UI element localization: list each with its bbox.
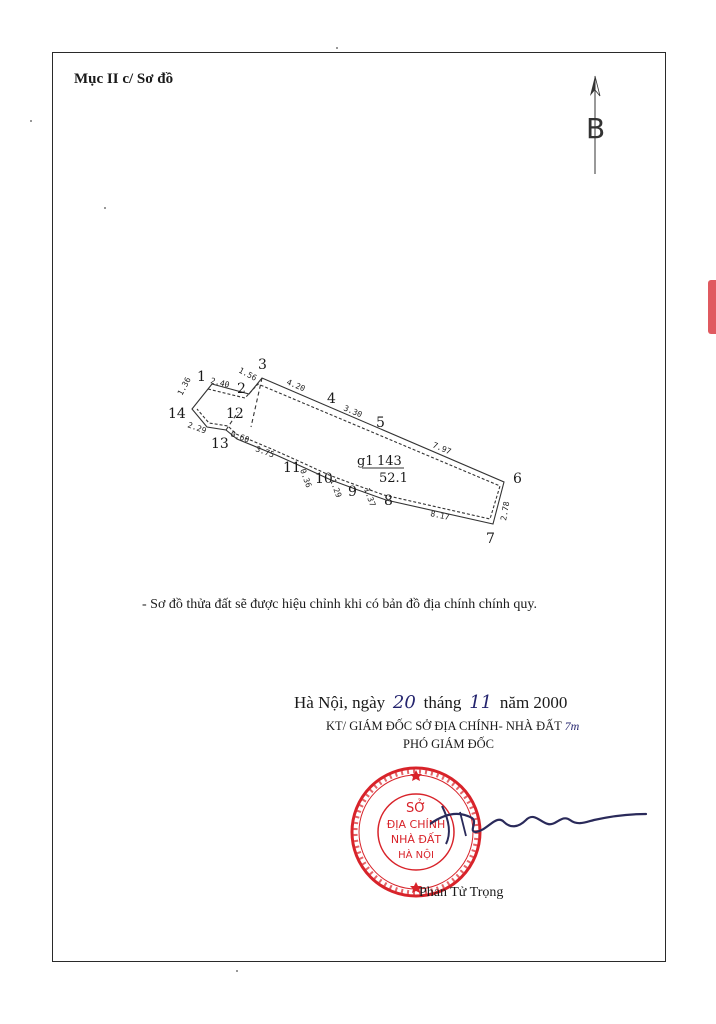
parcel-sheet: g1 [357,454,374,469]
scan-speck [336,47,338,49]
parcel-outline [192,378,504,524]
edge-length: 1.29 [328,477,344,499]
month-label: tháng [423,693,462,712]
point-label: 8 [384,493,393,509]
edge-length: 0.60 [229,429,251,445]
edge-length: 8.17 [429,509,451,522]
stamp-line: NHÀ ĐẤT [390,833,442,846]
point-label: 7 [486,531,495,547]
scan-speck [236,970,238,972]
point-label: 2 [237,381,246,397]
edge-length: 2.40 [209,376,231,390]
edge-length: 3.30 [342,403,364,420]
edge-length: 1.56 [237,365,259,383]
scan-speck [30,120,32,122]
edge-length: 2.78 [499,500,512,522]
parcel-number: 143 [377,454,402,469]
point-label: 6 [513,471,522,487]
point-label: 10 [315,471,333,487]
north-letter: B [586,112,606,145]
point-label: 4 [327,391,336,407]
deputy-title: PHÓ GIÁM ĐỐC [403,737,494,751]
authority-initial: 7m [564,719,580,733]
signer-name: Phan Tử Trọng [419,885,504,900]
point-label: 9 [348,484,357,500]
stamp-line: HÀ NỘI [398,850,434,861]
edge-length: 2.29 [186,420,208,436]
date-day: 20 [392,692,416,713]
point-label: 5 [376,415,385,431]
authority-title-text: KT/ GIÁM ĐỐC SỞ ĐỊA CHÍNH- NHÀ ĐẤT [326,719,562,733]
note-text: - Sơ đồ thửa đất sẽ được hiệu chỉnh khi có bản đồ địa chính chính quy. [142,597,537,612]
place-prefix: Hà Nội, ngày [294,693,386,712]
point-label: 13 [211,436,229,452]
stamp-line: SỞ [405,801,427,816]
edge-length: 3.75 [254,444,276,460]
date-month: 11 [469,692,493,713]
date-line [294,692,567,713]
point-label: 3 [258,357,267,373]
point-label: 1 [197,369,206,385]
edge-length: 7.97 [431,440,453,457]
scan-speck [104,207,106,209]
year-label: năm 2000 [499,693,568,712]
edge-length: 4.20 [285,377,307,394]
handwritten-signature [430,792,650,852]
section-title: Mục II c/ Sơ đồ [74,71,174,87]
stamp-line: ĐỊA CHÍNH [386,818,446,831]
edge-length: 1.36 [175,375,193,397]
scan-edge-marker [708,280,716,334]
point-label: 14 [168,406,186,422]
edge-length: 1.37 [362,486,378,508]
point-label: 12 [226,406,244,422]
point-label: 11 [283,460,301,476]
authority-title [326,719,579,734]
edge-length: 0.36 [298,467,314,489]
parcel-area: 52.1 [379,471,408,486]
